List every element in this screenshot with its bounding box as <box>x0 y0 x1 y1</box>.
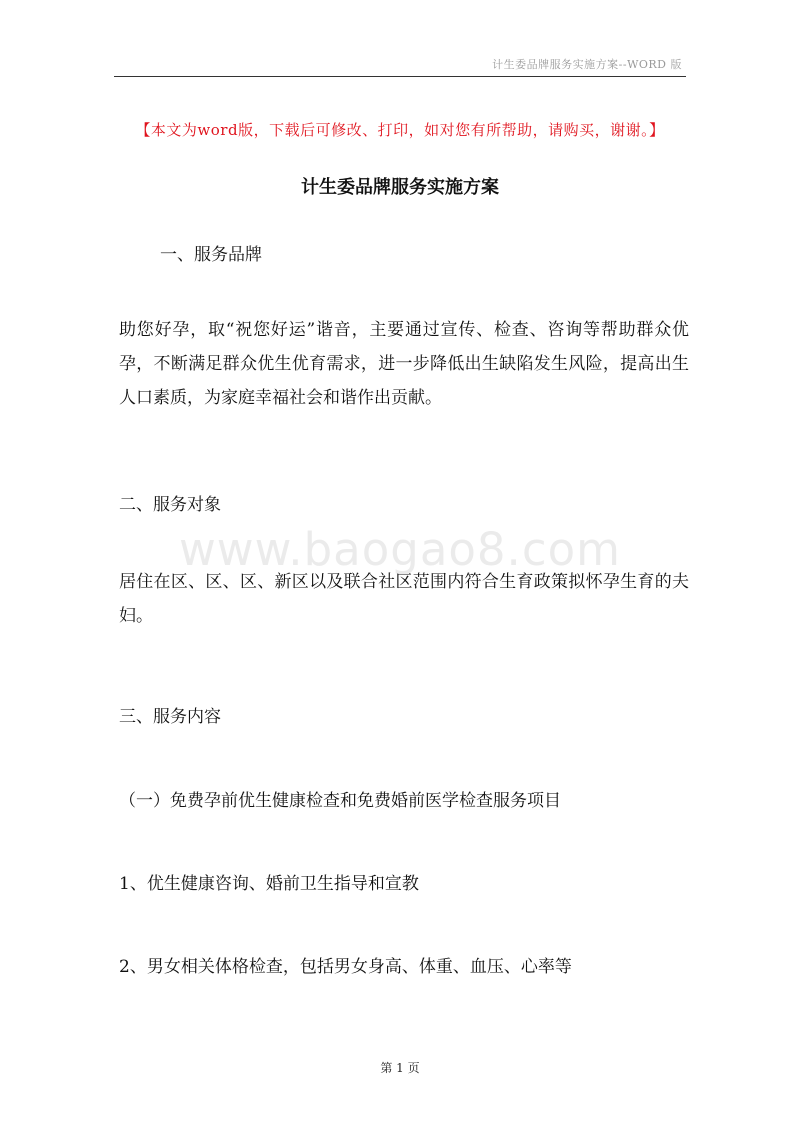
header-rule <box>114 76 686 77</box>
running-header: 计生委品牌服务实施方案--WORD 版 <box>492 58 682 71</box>
section-1-paragraph: 助您好孕，取“祝您好运”谐音，主要通过宣传、检查、咨询等帮助群众优孕，不断满足群众优生优育需求，进一步降低出生缺陷发生风险，提高出生人口素质，为家庭幸福社会和谐作出贡献。 <box>119 320 689 408</box>
list-item-2: 2、男女相关体格检查，包括男女身高、体重、血压、心率等 <box>119 957 572 977</box>
section-2-heading: 二、服务对象 <box>119 495 221 515</box>
purchase-notice: 【本文为word版，下载后可修改、打印，如对您有所帮助，请购买，谢谢。】 <box>135 121 665 139</box>
section-2-paragraph: 居住在区、区、区、新区以及联合社区范围内符合生育政策拟怀孕生育的夫妇。 <box>119 572 689 626</box>
page-number: 第 1 页 <box>380 1061 420 1075</box>
section-3-subheading: （一）免费孕前优生健康检查和免费婚前医学检查服务项目 <box>119 791 561 811</box>
list-item-1: 1、优生健康咨询、婚前卫生指导和宣教 <box>119 874 419 894</box>
watermark-text: www.baogao8.com <box>179 523 621 576</box>
section-3-heading: 三、服务内容 <box>119 707 221 727</box>
section-1-heading: 一、服务品牌 <box>160 245 262 265</box>
document-title: 计生委品牌服务实施方案 <box>301 177 499 198</box>
